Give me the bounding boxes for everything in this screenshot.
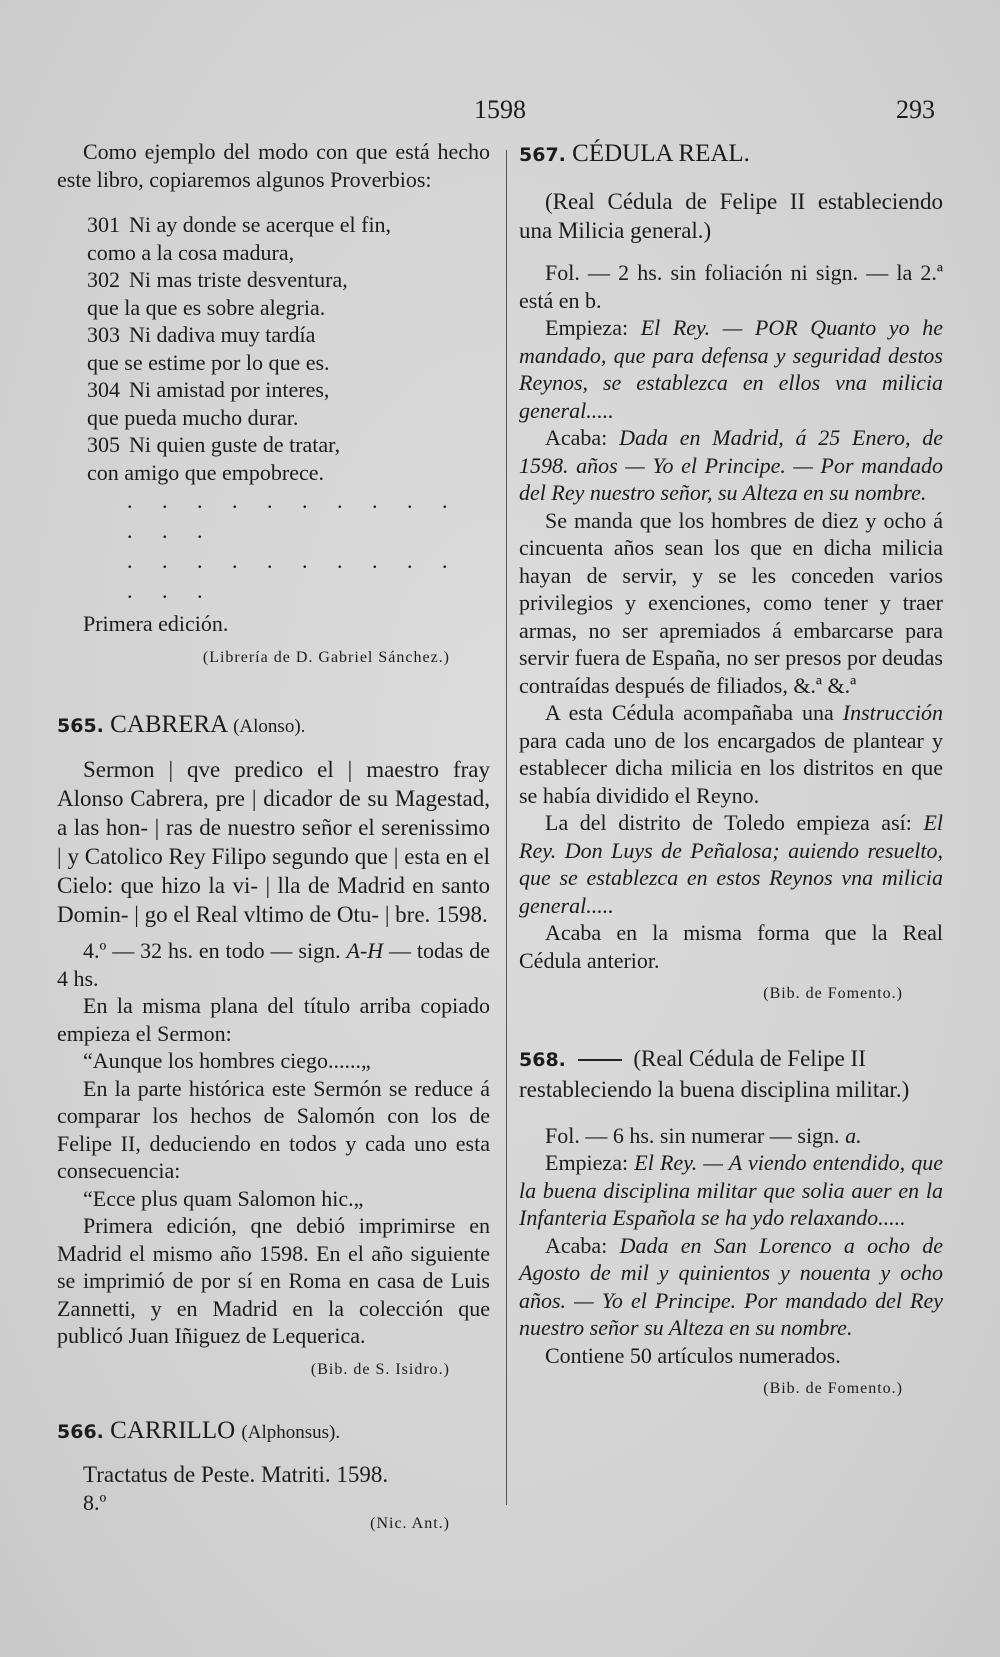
source-note: (Librería de D. Gabriel Sánchez.) [202, 648, 450, 666]
incipit-label: Empieza: [545, 315, 629, 340]
ellipsis-dots: . . . . . . . . . . . . . [127, 488, 460, 543]
verse-303 [87, 321, 490, 349]
source-note: (Bib. de Fomento.) [763, 1380, 903, 1397]
verse-304 [87, 376, 490, 404]
entry-explicit [519, 424, 943, 507]
verse-line: Ni mas triste desventura, [129, 267, 348, 292]
entry-paragraph: En la parte histórica este Sermón se reduce á comparar los hechos de Salomón con los de Felipe II, deduciendo en todos y cada uno esta consecuencia: [57, 1075, 490, 1183]
entry-dash [578, 1059, 622, 1061]
verse-number: 302 [87, 267, 120, 292]
verse-line: que la que es sobre alegria. [87, 294, 326, 320]
intro-paragraph: Como ejemplo del modo con que está hecho este libro, copiaremos algunos Proverbios: [57, 139, 490, 192]
format-text: Fol. — 6 hs. sin numerar — sign. [545, 1122, 840, 1148]
entry-paragraph: Contiene 50 artículos numerados. [545, 1342, 841, 1368]
entry-number: 568. [519, 1048, 566, 1071]
entry-566-heading [57, 1415, 490, 1449]
page-number: 293 [896, 95, 935, 124]
verse-number: 305 [87, 432, 120, 457]
source-note: (Bib. de Fomento.) [763, 985, 903, 1002]
running-header-year: 1598 [474, 95, 526, 124]
column-divider [506, 150, 507, 1505]
format-text: — todas de 4 hs. [57, 938, 491, 991]
entry-format: Fol. — 2 hs. sin foliación ni sign. — la 2.ª está en b. [519, 260, 943, 313]
left-column [57, 138, 490, 1538]
entry-paragraph: Primera edición, qne debió imprimirse en Madrid el mismo año 1598. En el año siguiente se imprimió de por sí en Roma en casa de Luis Zannetti, y en Madrid en la colección que publicó Juan Iñiguez de Lequerica. [57, 1213, 490, 1348]
verse-number: 303 [87, 322, 120, 347]
source-note: (Bib. de S. Isidro.) [310, 1360, 450, 1378]
verse-302 [87, 266, 490, 294]
entry-description: (Real Cédula de Felipe II restableciendo la buena disciplina militar.) [519, 1045, 910, 1102]
entry-description: (Real Cédula de Felipe II estableciendo una Milicia general.) [519, 189, 943, 243]
verse-number: 301 [87, 212, 120, 237]
entry-author: CARRILLO [110, 1417, 236, 1444]
entry-title: Sermon | qve predico el | maestro fray Alonso Cabrera, pre | dicador de su Magestad, a las hon- | ras de nuestro señor el serenissimo | y Catolico Rey Filipo segundo que | esta en el Cielo: que hizo la vi- | lla de Madrid en santo Domin- | go el Real vltimo de Otu- | bre. 1598. [57, 757, 490, 927]
verse-line: Ni dadiva muy tardía [129, 322, 316, 347]
entry-title: Tractatus de Peste. Matriti. 1598. [83, 1462, 389, 1487]
entry-format: 8.º [83, 1489, 107, 1515]
entry-author-given: (Alphonsus). [241, 1422, 341, 1443]
verse-301 [87, 211, 490, 239]
verse-line: con amigo que empobrece. [87, 459, 325, 485]
paragraph-text: A esta Cédula acompañaba una [545, 700, 834, 725]
signature-range: A-H [346, 938, 384, 963]
entry-incipit [519, 1149, 943, 1232]
entry-incipit [519, 314, 943, 424]
explicit-label: Acaba: [545, 425, 608, 450]
source-note: (Nic. Ant.) [370, 1515, 450, 1532]
incipit-text: El Rey. — A viendo entendido, que la buena disciplina militar que solia auer en la Infanteria Española se ha ydo relaxando..... [519, 1150, 944, 1230]
entry-number: 567. [519, 144, 566, 166]
entry-explicit [519, 1232, 943, 1342]
entry-567-heading [519, 138, 943, 171]
entry-number: 566. [57, 1421, 104, 1443]
format-text: 4.º — 32 hs. en todo — sign. [83, 938, 341, 963]
verse-line: que se estime por lo que es. [87, 349, 330, 375]
verse-line: que pueda mucho durar. [87, 404, 299, 430]
signature-range: a. [845, 1122, 862, 1148]
entry-format [57, 937, 490, 992]
explicit-text: Dada en San Lorenco a ocho de Agosto de mil y quinientos y nouenta y ocho años. — Yo el Principe. Por mandado del Rey nuestro señor su Alteza en su nombre. [519, 1232, 943, 1340]
verse-number: 304 [87, 377, 120, 402]
entry-author-given: (Alonso). [233, 716, 306, 737]
paragraph-text: La del distrito de Toledo empieza así: [545, 810, 912, 835]
entry-quote: “Aunque los hombres ciego......„ [83, 1048, 371, 1073]
edition-note: Primera edición. [83, 611, 229, 636]
ellipsis-dots: . . . . . . . . . . . . . [127, 548, 460, 603]
verse-line: Ni ay donde se acerque el fin, [129, 212, 392, 237]
entry-format [519, 1122, 943, 1150]
verse-line: Ni amistad por interes, [129, 377, 330, 402]
entry-paragraph [519, 809, 943, 919]
entry-paragraph: En la misma plana del título arriba copiado empieza el Sermon: [57, 993, 490, 1046]
paragraph-text: para cada uno de los encargados de plantear y establecer dicha milicia en los distritos en que se había dividido el Reyno. [519, 727, 943, 808]
entry-quote: “Ecce plus quam Salomon hic.„ [83, 1185, 364, 1211]
entry-author: CABRERA [110, 711, 227, 738]
incipit-text: El Rey. — POR Quanto yo he mandado, que para defensa y seguridad destos Reynos, se establezca en ellos vna milicia general..... [519, 315, 943, 423]
entry-paragraph: Acaba en la misma forma que la Real Cédula anterior. [519, 920, 943, 973]
entry-paragraph [519, 699, 943, 809]
entry-568-heading [519, 1044, 943, 1104]
explicit-label: Acaba: [545, 1232, 608, 1258]
right-column [519, 138, 943, 1403]
explicit-text: Dada en Madrid, á 25 Enero, de 1598. años — Yo el Principe. — Por mandado del Rey nuestro señor, su Alteza en su nombre. [519, 425, 943, 505]
verse-line: Ni quien guste de tratar, [129, 432, 341, 457]
entry-number: 565. [57, 715, 104, 737]
incipit-label: Empieza: [545, 1150, 629, 1175]
verse-line: como a la cosa madura, [87, 239, 295, 265]
entry-565-heading [57, 709, 490, 743]
entry-paragraph: Se manda que los hombres de diez y ocho á cincuenta años sean los que en dicha milicia hayan de servir, y se les conceden varios privilegios y exenciones, como tener y traer armas, no ser apremiados á embarcarse para servir fuera de España, no ser presos por deudas contraídas después de filiados, &.ª &.ª [519, 507, 943, 698]
entry-title: CÉDULA REAL. [572, 140, 750, 167]
paragraph-italic: Instrucción [842, 700, 943, 725]
verse-305 [87, 431, 490, 459]
paragraph-italic: El Rey. Don Luys de Peñalosa; auiendo resuelto, que se establezca en estos Reynos vna milicia general..... [519, 810, 943, 918]
